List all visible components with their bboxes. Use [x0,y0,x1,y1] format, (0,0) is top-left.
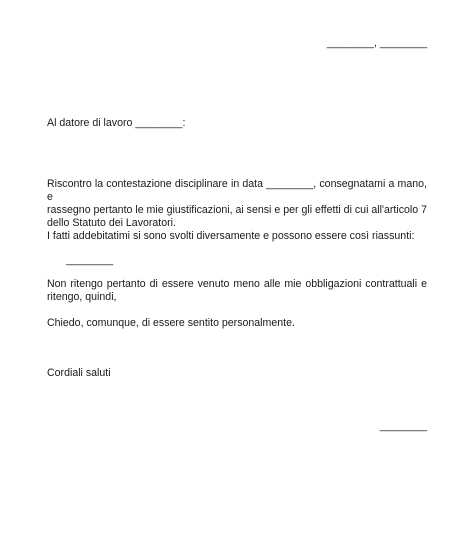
blank-line: ________ [66,254,114,266]
closing: Cordiali saluti [47,367,111,379]
signature-line: ________ [379,420,427,432]
paragraph-line: Non ritengo pertanto di essere venuto meno alle mie obbligazioni contrattuali e [47,278,427,290]
paragraph-chiedo: Chiedo, comunque, di essere sentito personalmente. [47,317,295,329]
date-line: ________, ________ [326,37,427,49]
paragraph-line: rassegno pertanto le mie giustificazioni, ai sensi e per gli effetti di cui all'articolo 7 [47,204,427,216]
paragraph-fatti: I fatti addebitatimi si sono svolti diversamente e possono essere così riassunti: [47,230,415,242]
paragraph-contestazione [47,178,427,230]
paragraph-line: ritengo, quindi, [47,291,117,303]
paragraph-line: dello Statuto dei Lavoratori. [47,217,176,229]
paragraph-line: Riscontro la contestazione disciplinare in data ________, consegnatami a mano, e [47,178,427,203]
addressee: Al datore di lavoro ________: [47,117,186,129]
paragraph-obbligazioni [47,278,427,304]
